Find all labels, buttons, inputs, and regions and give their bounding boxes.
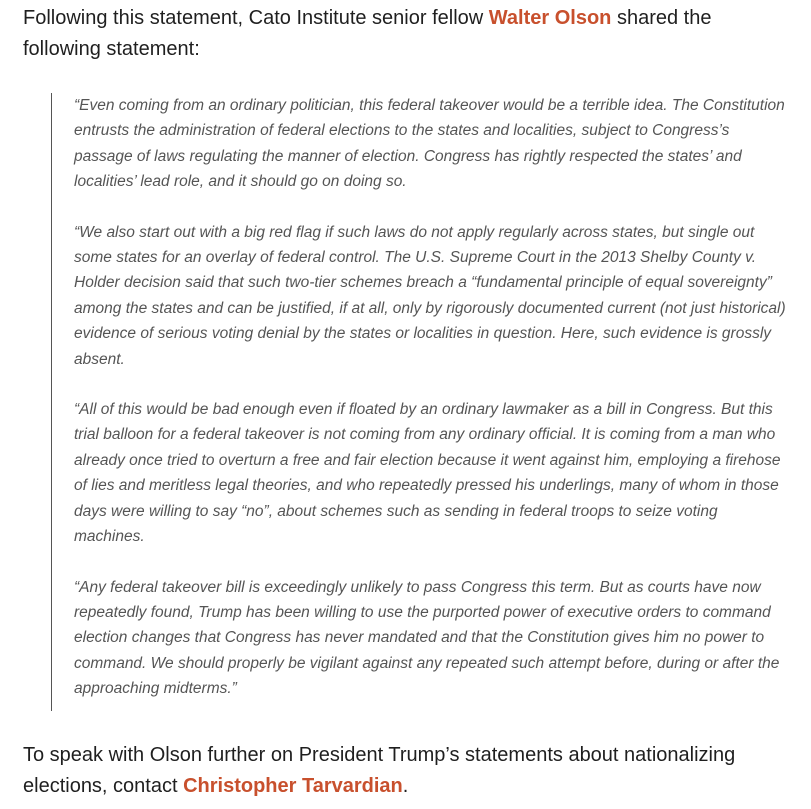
outro-text-before: To speak with Olson further on President Trump’s statements about nationalizing elections, contact <box>23 744 736 797</box>
quote-paragraph-4: “Any federal takeover bill is exceedingly unlikely to pass Congress this term. But as courts have now repeatedly found, Trump has been willing to use the purported power of executive orders to command election changes that Congress has never mandated and that the Constitution gives him no power to command. We should properly be vigilant against any repeated such attempt before, during or after the approaching midterms.” <box>74 578 780 698</box>
quote-paragraph-1: “Even coming from an ordinary politician, this federal takeover would be a terrible idea. The Constitution entrusts the administration of federal elections to the states and localities, subject to Congress’s passage of laws regulating the manner of election. Congress has rightly respected the states’ and localities’ lead role, and it should go on doing so. <box>74 97 785 191</box>
outro-text-after: . <box>402 775 409 797</box>
quote-paragraph-3: “All of this would be bad enough even if floated by an ordinary lawmaker as a bill in Congress. But this trial balloon for a federal takeover is not coming from any ordinary official. It is coming from a man who already once tried to overturn a free and fair election because it went against him, employing a firehose of lies and meritless legal theories, and who repeatedly pressed his underlings, many of whom in those days were willing to say “no”, about schemes such as sending in federal troops to seize voting machines. <box>74 401 781 546</box>
olson-statement-blockquote <box>51 93 786 711</box>
contact-paragraph <box>23 740 793 802</box>
intro-paragraph <box>23 3 793 65</box>
intro-text-after: shared the following statement: <box>23 7 712 60</box>
christopher-tarvardian-link[interactable]: Christopher Tarvardian <box>183 775 403 797</box>
walter-olson-link[interactable]: Walter Olson <box>488 7 612 29</box>
intro-text-before: Following this statement, Cato Institute senior fellow <box>23 7 489 29</box>
quote-paragraph-2: “We also start out with a big red flag if such laws do not apply regularly across states, but single out some states for an overlay of federal control. The U.S. Supreme Court in the 2013 Shelby County v. Holder decision said that such two-tier schemes breach a “fundamental principle of equal sovereignty” among the states and can be justified, if at all, only by rigorously documented current (not just historical) evidence of serious voting denial by the states or localities in question. Here, such evidence is grossly absent. <box>74 223 786 368</box>
